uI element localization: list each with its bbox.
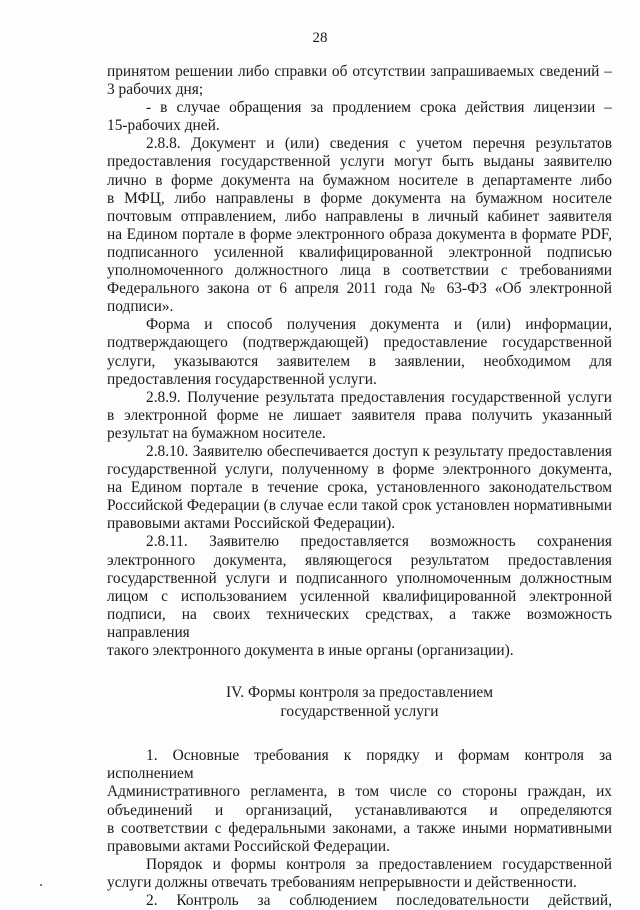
document-body [107, 63, 612, 910]
paragraph [107, 63, 612, 99]
text-line: Российской Федерации (в случае если такой срок установлен нормативными [107, 497, 612, 515]
text-line: в МФЦ, либо направлены в форме документа на бумажном носителе [107, 189, 612, 207]
text-line: 2.8.10. Заявителю обеспечивается доступ к результату предоставления [146, 442, 612, 460]
text-line: на Едином портале в течение срока, установленного законодательством [107, 479, 612, 497]
paragraph [107, 135, 612, 316]
paragraph [107, 892, 612, 910]
text-line: услуги должны отвечать требованиям непрерывности и действенности. [107, 873, 577, 891]
text-line: услуги, указываются заявителем в заявлении, необходимом для [107, 352, 612, 370]
text-line: почтовым отправлением, либо направлены в личный кабинет заявителя [107, 207, 612, 225]
paragraph [107, 747, 612, 856]
text-line: государственной услуги, полученному в форме электронного документа, [107, 461, 612, 479]
text-line: правовыми актами Российской Федерации. [107, 837, 390, 855]
text-line: 3 рабочих дня; [107, 81, 204, 99]
text-line: в электронной форме не лишает заявителя права получить указанный [107, 406, 612, 424]
text-line: подписи». [107, 298, 174, 316]
text-line: правовыми актами Российской Федерации). [107, 515, 396, 533]
scan-speck [40, 884, 42, 886]
text-line: 15-рабочих дней. [107, 117, 220, 135]
text-line: уполномоченного должностного лица в соответствии с требованиями [107, 262, 612, 280]
text-line: государственной услуги и подписанного уполномоченным должностным [107, 569, 612, 587]
paragraph [107, 533, 612, 660]
text-line: предоставления государственной услуги могут быть выданы заявителю [107, 153, 612, 171]
paragraph [107, 443, 612, 533]
text-line: на Едином портале в форме электронного образа документа в формате PDF, [107, 225, 612, 243]
section-heading-line: государственной услуги [280, 702, 439, 720]
text-line: 2.8.9. Получение результата предоставления государственной услуги [146, 388, 612, 406]
text-line: предоставления государственной услуги. [107, 370, 377, 388]
text-line: лично в форме документа на бумажном носителе в департаменте либо [107, 171, 612, 189]
page-number: 28 [312, 30, 328, 46]
section-heading [107, 684, 612, 721]
text-line: результат на бумажном носителе. [107, 424, 326, 442]
paragraph [107, 856, 612, 892]
text-line: в соответствии с федеральными законами, а также иными нормативными [107, 819, 612, 837]
paragraph [107, 316, 612, 388]
text-line: подтверждающего (подтверждающей) предоставление государственной [107, 334, 612, 352]
text-line: принятом решении либо справки об отсутствии запрашиваемых сведений – [107, 63, 612, 80]
text-line: Административного регламента, в том числе со стороны граждан, их [107, 783, 612, 801]
text-line: 2. Контроль за соблюдением последовательности действий, [146, 892, 612, 910]
text-line: объединений и организаций, устанавливаются и определяются [107, 801, 612, 819]
text-line: Федерального закона от 6 апреля 2011 года № 63-ФЗ «Об электронной [107, 280, 612, 298]
text-line: 2.8.11. Заявителю предоставляется возможность сохранения [146, 533, 612, 551]
text-line: - в случае обращения за продлением срока действия лицензии – [146, 99, 612, 117]
text-line: 1. Основные требования к порядку и формам контроля за исполнением [107, 747, 612, 783]
text-line: Форма и способ получения документа и (или) информации, [146, 316, 612, 334]
section-heading-line: IV. Формы контроля за предоставлением [226, 684, 493, 702]
text-line: электронного документа, являющегося результатом предоставления [107, 551, 612, 569]
paragraph [107, 389, 612, 443]
text-line: лицом с использованием усиленной квалифицированной электронной [107, 587, 612, 605]
text-line: подписи, на своих технических средствах, а также возможность направления [107, 605, 612, 641]
text-line: такого электронного документа в иные органы (организации). [107, 642, 514, 659]
paragraph [107, 99, 612, 135]
text-line: Порядок и формы контроля за предоставлением государственной [146, 855, 612, 873]
text-line: подписанного усиленной квалифицированной электронной подписью [107, 243, 612, 261]
text-line: 2.8.8. Документ и (или) сведения с учетом перечня результатов [146, 135, 612, 153]
